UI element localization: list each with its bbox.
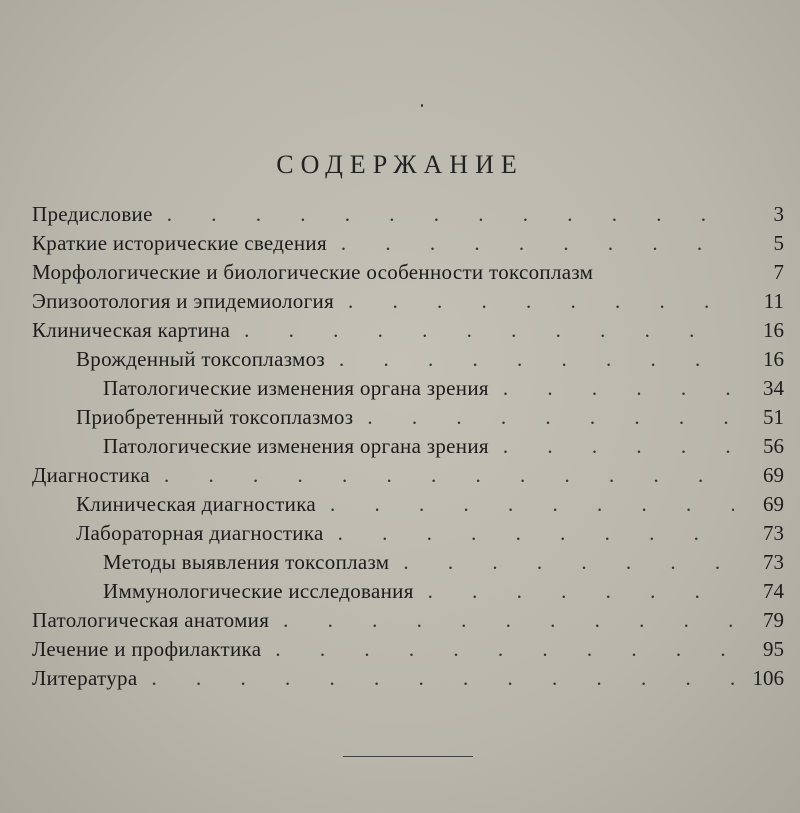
dot-leader [403, 548, 734, 577]
toc-entry-label: Литература [32, 666, 138, 690]
toc-entry-label: Иммунологические исследования [103, 579, 414, 603]
toc-entry [32, 287, 784, 316]
toc-entry [76, 490, 784, 519]
toc-entry [32, 461, 784, 490]
dot-leader [151, 664, 734, 693]
dot-leader [164, 461, 734, 490]
toc-entry [103, 548, 784, 577]
toc-entry-page-number: 5 [773, 231, 784, 255]
toc-entry-label: Морфологические и биологические особенности токсоплазм [32, 260, 594, 284]
dot-leader [341, 229, 734, 258]
toc-entry-page-number: 56 [763, 434, 784, 458]
dot-leader [367, 403, 734, 432]
toc-entry-page-number: 16 [763, 318, 784, 342]
toc-entry-label: Патологические изменения органа зрения [103, 434, 489, 458]
toc-entry-page-number: 69 [763, 492, 784, 516]
dot-leader [275, 635, 734, 664]
toc-entry-page-number: 16 [763, 347, 784, 371]
dot-leader [428, 577, 734, 606]
toc-entry-label: Краткие исторические сведения [32, 231, 327, 255]
toc-entry-label: Врожденный токсоплазмоз [76, 347, 325, 371]
dot-leader [330, 490, 734, 519]
dot-leader [283, 606, 734, 635]
toc-entry-label: Диагностика [32, 463, 151, 487]
toc-entry-page-number: 34 [763, 376, 784, 400]
dot-leader [244, 316, 734, 345]
toc-entry [32, 229, 784, 258]
toc-entry [32, 258, 784, 287]
toc-entry-page-number: 79 [763, 608, 784, 632]
toc-entry [32, 635, 784, 664]
dot-leader [348, 287, 734, 316]
toc-entry [103, 374, 784, 403]
toc-entry [103, 577, 784, 606]
ink-speck [421, 104, 423, 107]
dot-leader [339, 345, 734, 374]
dot-leader [503, 432, 734, 461]
dot-leader [167, 200, 734, 229]
toc-entry-page-number: 74 [763, 579, 784, 603]
page-title: СОДЕРЖАНИЕ [276, 150, 524, 179]
toc-entry [76, 403, 784, 432]
toc-entry-page-number: 51 [763, 405, 784, 429]
toc-entry [76, 519, 784, 548]
toc-entry-page-number: 95 [763, 637, 784, 661]
toc-entry-page-number: 3 [773, 202, 784, 226]
toc-entry-page-number: 7 [773, 260, 784, 284]
toc-entry-label: Предисловие [32, 202, 153, 226]
toc-entry [32, 606, 784, 635]
toc-entry-label: Клиническая диагностика [76, 492, 317, 516]
dot-leader [338, 519, 734, 548]
toc-entry-page-number: 11 [763, 289, 784, 313]
toc-entry-label: Лабораторная диагностика [76, 521, 324, 545]
toc-entry [32, 316, 784, 345]
toc-entry [103, 432, 784, 461]
toc-entry-label: Патологическая анатомия [32, 608, 270, 632]
toc-entry [76, 345, 784, 374]
toc-entry-label: Эпизоотология и эпидемиология [32, 289, 335, 313]
toc-entry-page-number: 106 [752, 666, 784, 690]
toc-entry-label: Методы выявления токсоплазм [103, 550, 390, 574]
closing-rule [343, 756, 473, 757]
toc-entry-label: Клиническая картина [32, 318, 231, 342]
toc-entry [32, 200, 784, 229]
toc-entry-label: Патологические изменения органа зрения [103, 376, 489, 400]
toc-entry-label: Лечение и профилактика [32, 637, 262, 661]
toc-entry-label: Приобретенный токсоплазмоз [76, 405, 354, 429]
toc-entry [32, 664, 784, 693]
toc-entry-page-number: 73 [763, 550, 784, 574]
dot-leader [503, 374, 734, 403]
toc-entry-page-number: 69 [763, 463, 784, 487]
toc-entry-page-number: 73 [763, 521, 784, 545]
